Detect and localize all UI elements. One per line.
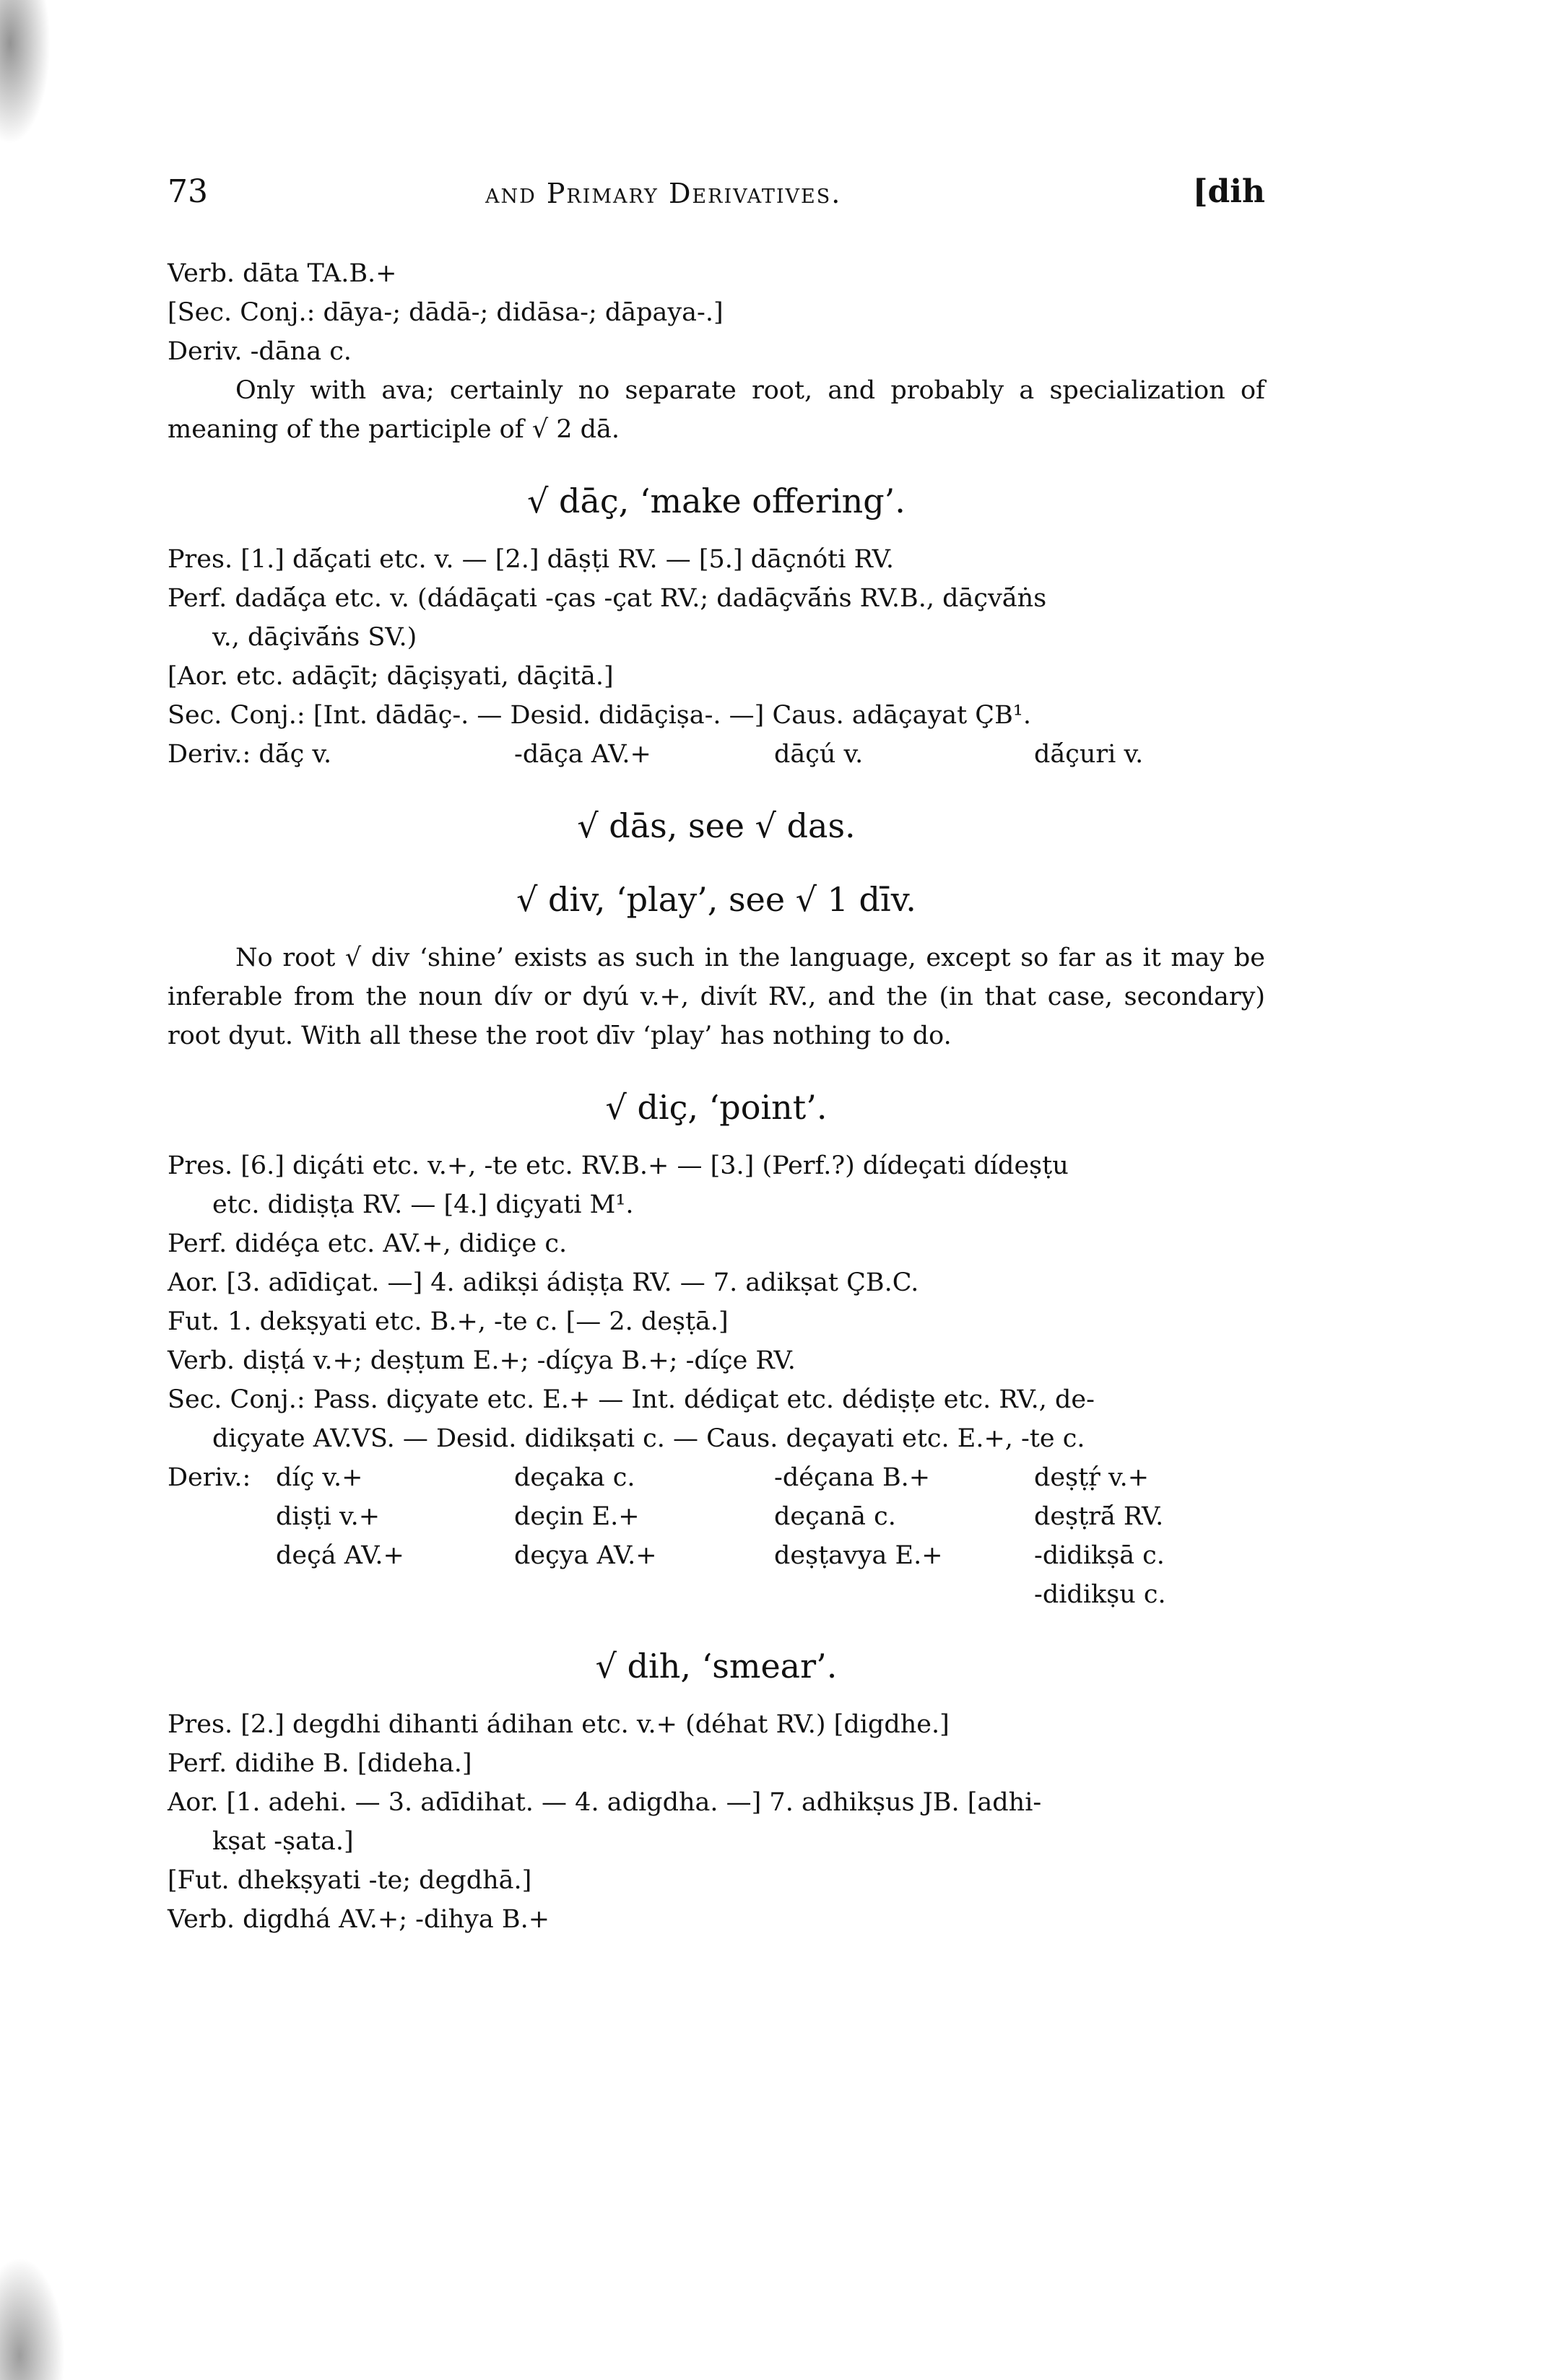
scan-smudge [0,2257,65,2380]
entry-line: Pres. [1.] dā́çati etc. v. — [2.] dāṣṭi RV. — [5.] dāçnóti RV. [168,545,894,574]
derivative: deçin E.+ [514,1502,640,1531]
derivatives-label: Deriv.: [168,1463,251,1492]
derivative: dā́çuri v. [1034,740,1144,769]
derivatives-row [168,735,1265,774]
entry-line: Sec. Conj.: [Int. dādāç-. — Desid. didāçiṣa-. —] Caus. adāçayat ÇB¹. [168,701,1031,730]
derivative: díç v.+ [276,1463,363,1492]
entry-line: kṣat -ṣata.] [212,1827,354,1856]
derivative: Deriv.: dā́ç v. [168,740,332,769]
root-heading: √ div, ‘play’, see √ 1 dīv. [516,880,916,919]
dictionary-content [168,254,1265,1939]
page-header [168,173,1265,217]
derivative: -déçana B.+ [774,1463,931,1492]
derivative: deṣṭrā́ RV. [1034,1502,1164,1531]
entry-line: [Fut. dhekṣyati -te; degdhā.] [168,1866,532,1895]
entry-line: Pres. [6.] diçáti etc. v.+, -te etc. RV.B.+ — [3.] (Perf.?) dídeçati dídeṣṭu [168,1151,1069,1180]
derivative: deçá AV.+ [276,1541,404,1570]
derivative: -dāça AV.+ [514,740,651,769]
derivatives-table [168,1458,1265,1614]
derivative: deçaka c. [514,1463,635,1492]
root-heading: √ dās, see √ das. [577,806,856,845]
header-root: [dih [1192,173,1265,210]
entry-line: Verb. diṣṭá v.+; deṣṭum E.+; -díçya B.+; -díçe RV. [168,1346,796,1375]
note-paragraph: Only with ava; certainly no separate root, and probably a specialization of meaning of the participle of √ 2 dā. [168,376,1265,444]
entry-line: Perf. didéça etc. AV.+, didiçe c. [168,1229,568,1258]
derivative: deçanā c. [774,1502,896,1531]
entry-line: Aor. [3. adīdiçat. —] 4. adikṣi ádiṣṭa RV. — 7. adikṣat ÇB.C. [168,1268,919,1297]
entry-line: Verb. digdhá AV.+; -dihya B.+ [168,1905,550,1934]
entry-line: Fut. 1. dekṣyati etc. B.+, -te c. [— 2. deṣṭā.] [168,1307,729,1336]
entry-line: Pres. [2.] degdhi dihanti ádihan etc. v.+ (déhat RV.) [digdhe.] [168,1710,950,1739]
entry-line: [Aor. etc. adāçīt; dāçiṣyati, dāçitā.] [168,662,614,691]
page-number: 73 [168,173,208,210]
derivative: -didikṣu c. [1034,1580,1166,1609]
derivative: deṣṭṛ́ v.+ [1034,1463,1150,1492]
derivative: diṣṭi v.+ [276,1502,381,1531]
running-title: and Primary Derivatives. [485,178,842,209]
entry-line: etc. didiṣṭa RV. — [4.] diçyati M¹. [212,1190,634,1219]
entry-line: v., dāçivā́ṅs SV.) [212,623,417,652]
root-heading: √ dāç, ‘make offering’. [527,481,906,520]
scan-smudge [0,0,51,144]
entry-line: diçyate AV.VS. — Desid. didikṣati c. — Caus. deçayati etc. E.+, -te c. [212,1424,1085,1453]
entry-line: Verb. dāta TA.B.+ [168,259,397,288]
root-heading: √ dih, ‘smear’. [595,1647,838,1686]
derivative: -didikṣā c. [1034,1541,1165,1570]
entry-line: Aor. [1. adehi. — 3. adīdihat. — 4. adigdha. —] 7. adhikṣus JB. [adhi- [168,1788,1042,1817]
note-paragraph: No root √ div ‘shine’ exists as such in the language, except so far as it may be inferable from the noun dív or dyú v.+, divít RV., and the (in that case, secondary) root dyut. With all these the root dīv ‘play’ has nothing to do. [168,943,1265,1050]
root-heading: √ diç, ‘point’. [605,1088,828,1127]
entry-line: Perf. didihe B. [dideha.] [168,1749,472,1778]
entry-line: Deriv. -dāna c. [168,337,352,366]
derivative: dāçú v. [774,740,864,769]
derivative: deçya AV.+ [514,1541,657,1570]
entry-line: Perf. dadā́ça etc. v. (dádāçati -ças -çat RV.; dadāçvā́ṅs RV.B., dāçvā́ṅs [168,584,1047,613]
entry-line: Sec. Conj.: Pass. diçyate etc. E.+ — Int. dédiçat etc. dédiṣṭe etc. RV., de- [168,1385,1095,1414]
derivative: deṣṭavya E.+ [774,1541,943,1570]
entry-line: [Sec. Conj.: dāya-; dādā-; didāsa-; dāpaya-.] [168,298,724,327]
